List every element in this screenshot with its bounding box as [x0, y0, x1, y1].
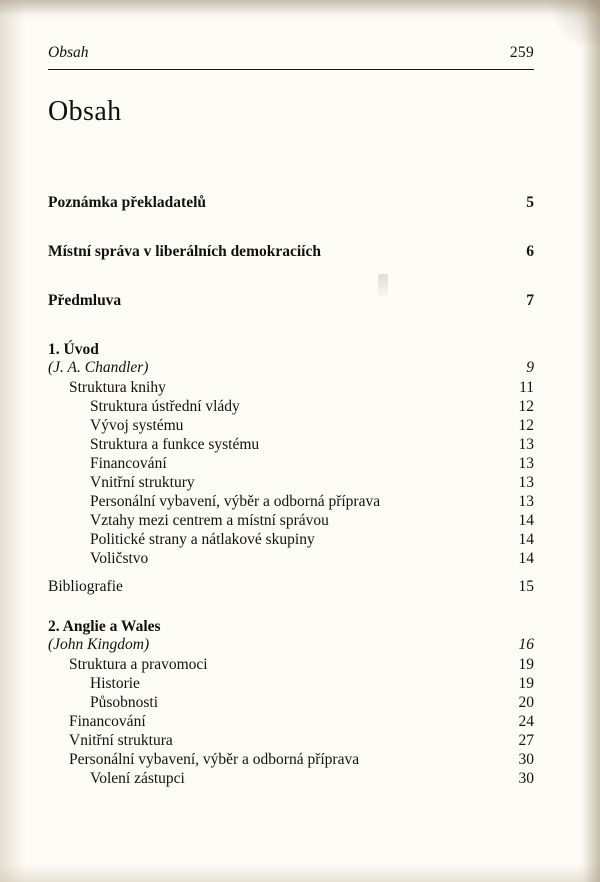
- toc-entry-label: Voličstvo: [90, 550, 149, 567]
- toc-entry-label: (J. A. Chandler): [48, 359, 149, 376]
- toc-entry-label: Financování: [90, 455, 167, 472]
- toc-entry-label: Politické strany a nátlakové skupiny: [90, 531, 315, 548]
- toc-entry[interactable]: [48, 656, 534, 674]
- toc-entry[interactable]: [48, 341, 534, 359]
- toc-entry-label: Struktura a pravomoci: [69, 656, 208, 673]
- running-head-title: Obsah: [48, 44, 89, 61]
- toc-entry[interactable]: [48, 618, 534, 636]
- page-content: [48, 44, 534, 834]
- toc-entry-label: 2. Anglie a Wales: [48, 618, 161, 635]
- toc-entry[interactable]: [48, 512, 534, 530]
- toc-entry-page: 16: [518, 636, 534, 653]
- toc-entry-page: 14: [518, 531, 534, 548]
- toc-entry[interactable]: [48, 636, 534, 654]
- toc-entry[interactable]: [48, 531, 534, 549]
- toc-entry[interactable]: [48, 578, 534, 596]
- toc-entry-page: 12: [518, 398, 534, 415]
- toc-entry[interactable]: [48, 398, 534, 416]
- paper-smudge: [378, 274, 388, 296]
- toc-entry[interactable]: [48, 493, 534, 511]
- page-corner-shadow: [540, 0, 600, 46]
- toc-entry-page: 19: [518, 675, 534, 692]
- toc-entry-label: Místní správa v liberálních demokraciích: [48, 243, 321, 260]
- toc-entry-label: Vztahy mezi centrem a místní správou: [90, 512, 329, 529]
- toc-entry-page: 13: [518, 436, 534, 453]
- toc-entry-label: Personální vybavení, výběr a odborná příprava: [90, 493, 381, 510]
- toc-entry-label: Bibliografie: [48, 578, 123, 595]
- toc-entry-page: 24: [518, 713, 534, 730]
- toc-entry[interactable]: [48, 694, 534, 712]
- toc-entry[interactable]: [48, 292, 534, 310]
- toc-entry[interactable]: [48, 751, 534, 769]
- toc-entry-page: 7: [526, 292, 534, 309]
- toc-entry-label: Působnosti: [90, 694, 159, 711]
- toc-entry-label: Struktura a funkce systému: [90, 436, 260, 453]
- toc-entry-label: Historie: [90, 675, 140, 692]
- page-edge-shadow-right: [584, 0, 600, 882]
- toc-entry[interactable]: [48, 359, 534, 377]
- toc-entry-label: Personální vybavení, výběr a odborná příprava: [69, 751, 360, 768]
- toc-entry-page: 20: [518, 694, 534, 711]
- toc-entry[interactable]: [48, 474, 534, 492]
- table-of-contents: [48, 194, 534, 788]
- toc-entry-label: Vnitřní struktura: [69, 732, 173, 749]
- header-rule: [48, 69, 534, 70]
- toc-entry-label: Vývoj systému: [90, 417, 184, 434]
- toc-entry[interactable]: [48, 194, 534, 212]
- page-title: Obsah: [48, 96, 122, 127]
- toc-entry[interactable]: [48, 713, 534, 731]
- toc-entry-label: (John Kingdom): [48, 636, 150, 653]
- running-head: [48, 44, 534, 67]
- toc-entry-page: 15: [518, 578, 534, 595]
- toc-entry-page: 30: [518, 770, 534, 787]
- toc-entry-label: Financování: [69, 713, 146, 730]
- toc-entry-page: 11: [519, 379, 534, 396]
- toc-entry-page: 14: [518, 550, 534, 567]
- toc-entry-label: 1. Úvod: [48, 341, 99, 358]
- toc-entry-page: 13: [518, 455, 534, 472]
- toc-entry-label: Poznámka překladatelů: [48, 194, 207, 211]
- page-edge-shadow-top: [0, 0, 600, 14]
- toc-entry[interactable]: [48, 770, 534, 788]
- toc-entry-page: 12: [518, 417, 534, 434]
- toc-entry-page: 5: [526, 194, 534, 211]
- toc-entry-page: 6: [526, 243, 534, 260]
- toc-entry[interactable]: [48, 243, 534, 261]
- toc-entry-page: 14: [518, 512, 534, 529]
- toc-entry-label: Volení zástupci: [90, 770, 185, 787]
- toc-entry[interactable]: [48, 550, 534, 568]
- toc-entry[interactable]: [48, 455, 534, 473]
- toc-entry[interactable]: [48, 732, 534, 750]
- page-number: 259: [509, 44, 534, 61]
- toc-entry-page: 9: [526, 359, 534, 376]
- toc-entry-page: 27: [518, 732, 534, 749]
- toc-entry[interactable]: [48, 379, 534, 397]
- toc-entry-page: 13: [518, 474, 534, 491]
- toc-entry[interactable]: [48, 417, 534, 435]
- toc-entry-label: Struktura knihy: [69, 379, 166, 396]
- toc-entry-page: 19: [518, 656, 534, 673]
- toc-entry-label: Struktura ústřední vlády: [90, 398, 240, 415]
- toc-entry-label: Předmluva: [48, 292, 122, 309]
- toc-entry-page: 13: [518, 493, 534, 510]
- toc-entry[interactable]: [48, 436, 534, 454]
- toc-entry-label: Vnitřní struktury: [90, 474, 195, 491]
- toc-entry[interactable]: [48, 675, 534, 693]
- toc-entry-page: 30: [518, 751, 534, 768]
